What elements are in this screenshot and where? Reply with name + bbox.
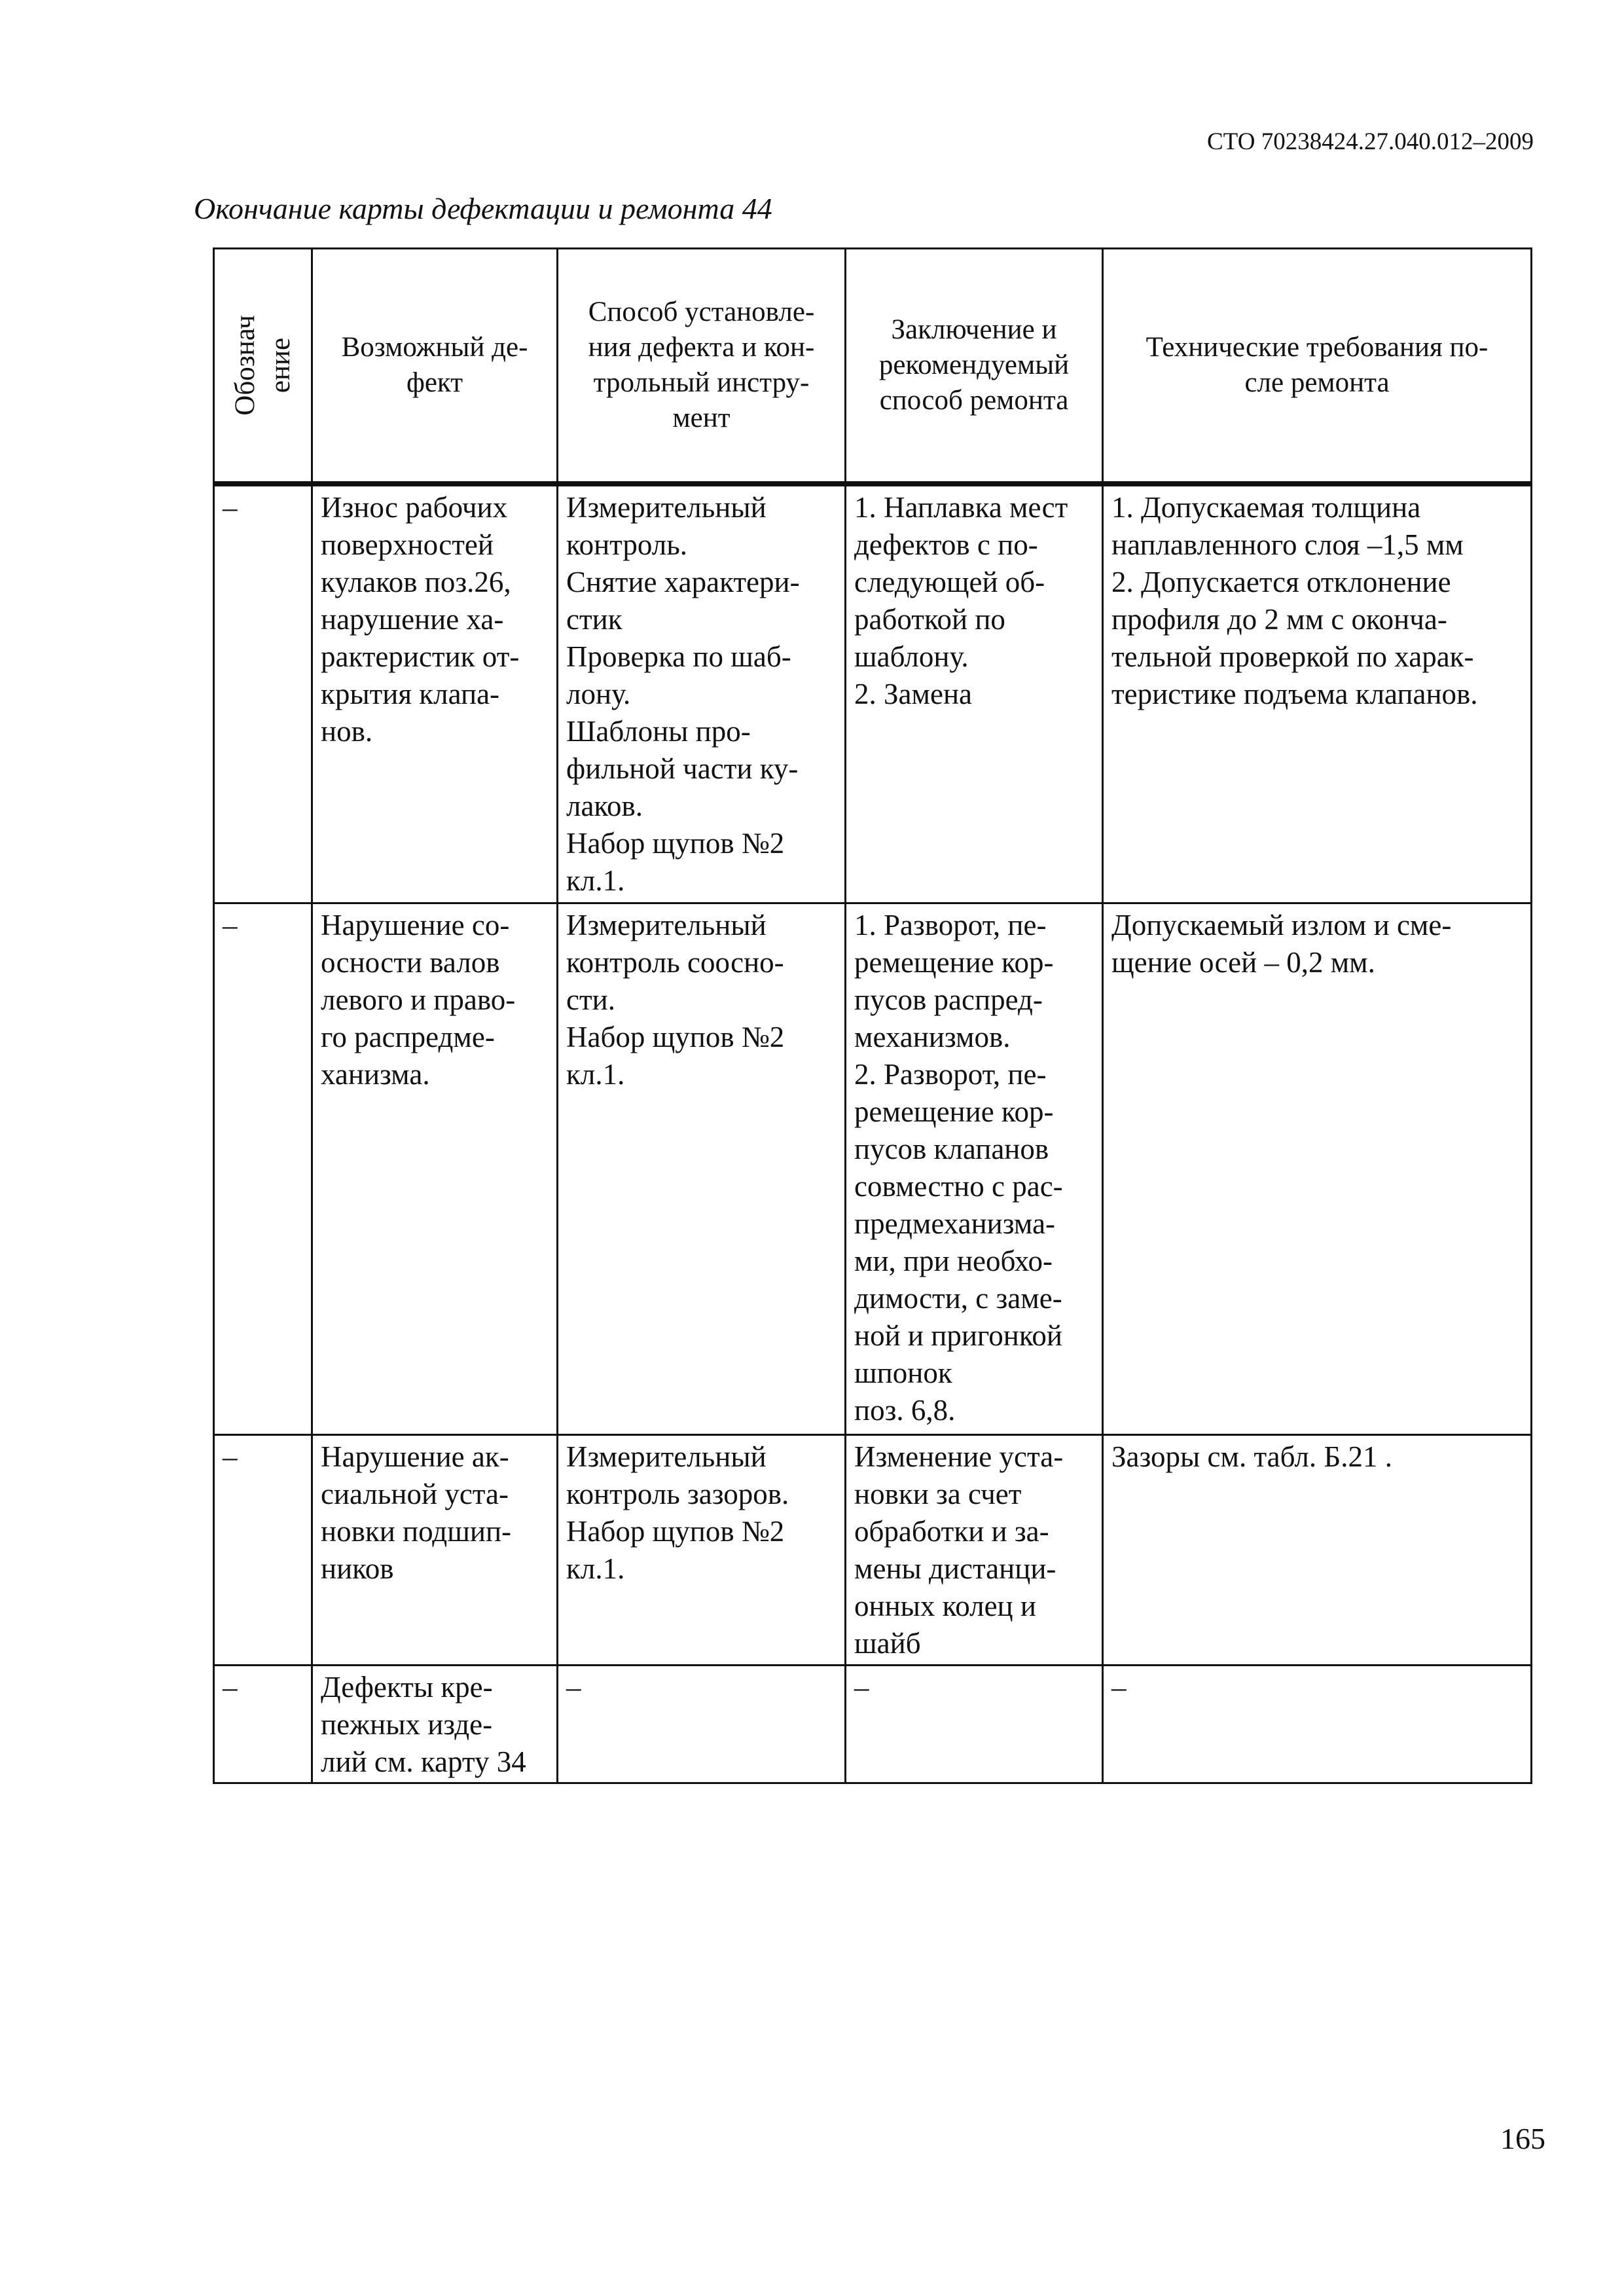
cell-conclusion: 1. Наплавка мест дефектов с по- следующей об- работкой по шаблону. 2. Замена <box>846 484 1103 903</box>
cell-defect: Износ рабочих поверхностей кулаков поз.26, нарушение ха- рактеристик от- крытия клапа- нов. <box>312 484 558 903</box>
cell-detection-method: – <box>558 1665 846 1783</box>
column-header-designation <box>214 249 312 484</box>
table-row <box>214 903 1532 1434</box>
cell-defect: Дефекты кре- пежных изде- лий см. карту 34 <box>312 1665 558 1783</box>
cell-defect: Нарушение ак- сиальной уста- новки подшип- ников <box>312 1434 558 1665</box>
cell-conclusion: 1. Разворот, пе- ремещение кор- пусов распред- механизмов. 2. Разворот, пе- ремещение кор- пусов клапанов совместно с рас- предмеханизма- ми, при необхо- димости, с заме- ной и пригонкой шпонок поз. 6,8. <box>846 903 1103 1434</box>
cell-detection-method: Измерительный контроль. Снятие характери- стик Проверка по шаб- лону. Шаблоны про- фильной части ку- лаков. Набор щупов №2 кл.1. <box>558 484 846 903</box>
cell-designation: – <box>214 1434 312 1665</box>
cell-requirements: Зазоры см. табл. Б.21 . <box>1103 1434 1532 1665</box>
column-header-designation-label: Обознач ение <box>229 315 296 416</box>
cell-designation: – <box>214 484 312 903</box>
cell-requirements: 1. Допускаемая толщина наплавленного слоя –1,5 мм 2. Допускается отклонение профиля до 2 мм с оконча- тельной проверкой по харак- теристике подъема клапанов. <box>1103 484 1532 903</box>
cell-conclusion: – <box>846 1665 1103 1783</box>
column-header-conclusion: Заключение и рекомендуемый способ ремонта <box>846 249 1103 484</box>
cell-designation: – <box>214 903 312 1434</box>
column-header-defect: Возможный де- фект <box>312 249 558 484</box>
column-header-requirements: Технические требования по- сле ремонта <box>1103 249 1532 484</box>
cell-detection-method: Измерительный контроль зазоров. Набор щупов №2 кл.1. <box>558 1434 846 1665</box>
table-row <box>214 484 1532 903</box>
table-header-row <box>214 249 1532 484</box>
document-code: СТО 70238424.27.040.012–2009 <box>1206 128 1534 155</box>
cell-requirements: Допускаемый излом и сме- щение осей – 0,2 мм. <box>1103 903 1532 1434</box>
defect-repair-table <box>213 247 1532 1784</box>
table-row <box>214 1434 1532 1665</box>
table-caption: Окончание карты дефектации и ремонта 44 <box>194 192 772 225</box>
cell-requirements: – <box>1103 1665 1532 1783</box>
cell-designation: – <box>214 1665 312 1783</box>
column-header-detection-method: Способ установле- ния дефекта и кон- трольный инстру- мент <box>558 249 846 484</box>
table-row <box>214 1665 1532 1783</box>
cell-detection-method: Измерительный контроль соосно- сти. Набор щупов №2 кл.1. <box>558 903 846 1434</box>
cell-defect: Нарушение со- осности валов левого и право- го распредме- ханизма. <box>312 903 558 1434</box>
cell-conclusion: Изменение уста- новки за счет обработки и за- мены дистанци- онных колец и шайб <box>846 1434 1103 1665</box>
page-number: 165 <box>1500 2122 1545 2155</box>
